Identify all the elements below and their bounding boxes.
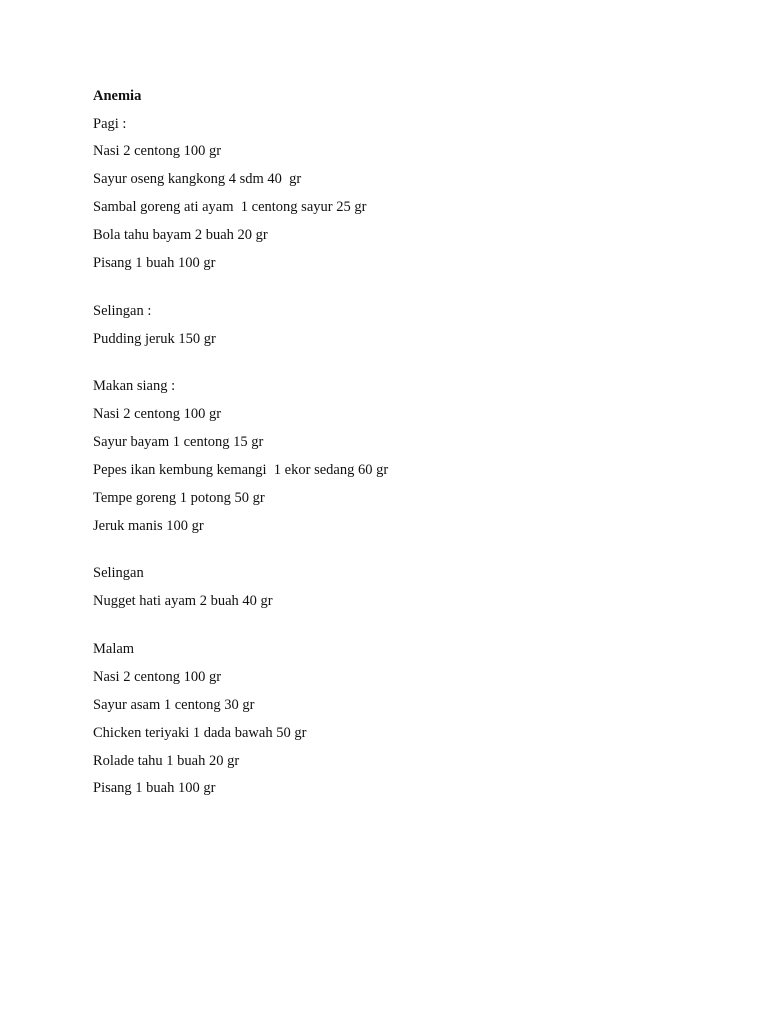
menu-item: Rolade tahu 1 buah 20 gr [93, 752, 240, 769]
document-title: Anemia [93, 88, 142, 104]
menu-item: Tempe goreng 1 potong 50 gr [93, 489, 265, 506]
section-heading: Selingan [93, 565, 144, 582]
section-heading: Pagi : [93, 115, 127, 132]
menu-item: Bola tahu bayam 2 buah 20 gr [93, 227, 268, 244]
section-heading: Makan siang : [93, 378, 176, 395]
menu-item: Pisang 1 buah 100 gr [93, 254, 216, 271]
menu-item: Nasi 2 centong 100 gr [93, 406, 222, 423]
menu-item: Nasi 2 centong 100 gr [93, 668, 222, 685]
meal-section-selingan-2 [93, 563, 693, 611]
meal-section-makan-siang [93, 376, 693, 535]
menu-item: Jeruk manis 100 gr [93, 517, 204, 534]
section-heading: Malam [93, 640, 135, 657]
menu-item: Pudding jeruk 150 gr [93, 330, 216, 347]
meal-section-pagi [93, 114, 693, 273]
menu-item: Pepes ikan kembung kemangi 1 ekor sedang 60 gr [93, 461, 389, 478]
menu-item: Sambal goreng ati ayam 1 centong sayur 25 gr [93, 199, 367, 216]
menu-item: Chicken teriyaki 1 dada bawah 50 gr [93, 724, 307, 741]
section-heading: Selingan : [93, 302, 152, 319]
meal-section-malam [93, 639, 693, 798]
menu-item: Nasi 2 centong 100 gr [93, 143, 222, 160]
meal-section-selingan-1 [93, 301, 693, 349]
menu-item: Sayur oseng kangkong 4 sdm 40 gr [93, 171, 302, 188]
menu-item: Sayur asam 1 centong 30 gr [93, 696, 255, 713]
document-body [93, 86, 693, 806]
menu-item: Sayur bayam 1 centong 15 gr [93, 434, 264, 450]
menu-item: Nugget hati ayam 2 buah 40 gr [93, 593, 273, 610]
menu-item: Pisang 1 buah 100 gr [93, 780, 216, 797]
